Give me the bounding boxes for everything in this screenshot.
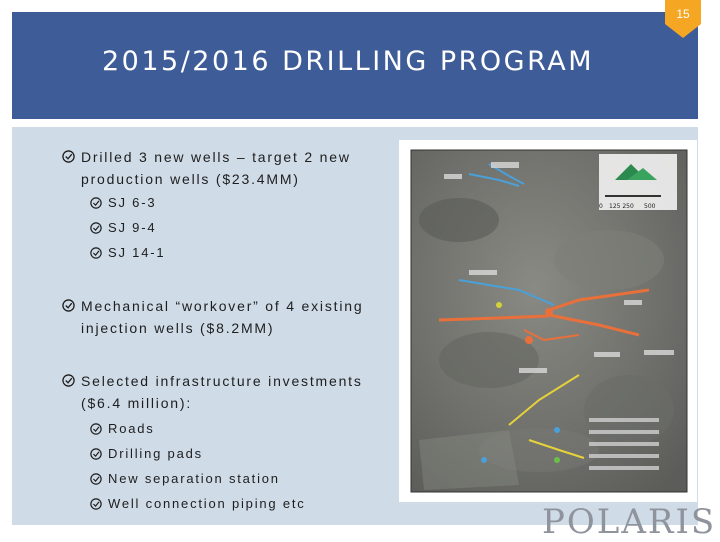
sub-bullet-well-2 — [90, 217, 156, 239]
sub-bullet-well-3 — [90, 242, 165, 264]
sub-bullet-pads — [90, 443, 203, 465]
sub-bullet-text: Well connection piping etc — [108, 496, 306, 511]
svg-text:125 250: 125 250 — [609, 203, 634, 210]
site-map-image — [399, 140, 697, 502]
bullet-workover — [62, 295, 392, 339]
sub-bullet-roads — [90, 418, 155, 440]
sub-bullet-text: SJ 14-1 — [108, 245, 166, 260]
sub-bullet-separation — [90, 468, 280, 490]
circle-check-icon — [90, 473, 102, 485]
circle-check-icon — [90, 247, 102, 259]
bullet-infrastructure — [62, 370, 392, 414]
bullet-drilled-wells — [62, 146, 382, 190]
circle-check-icon — [90, 197, 102, 209]
circle-check-icon — [90, 498, 102, 510]
svg-text:500: 500 — [644, 203, 656, 210]
sub-bullet-text: New separation station — [108, 471, 280, 486]
svg-text:0: 0 — [599, 203, 603, 210]
sub-bullet-text: SJ 6-3 — [108, 195, 157, 210]
circle-check-icon — [62, 374, 75, 387]
circle-check-icon — [90, 448, 102, 460]
polaris-logo: POLARIS — [542, 502, 717, 542]
slide-title: 2015/2016 DRILLING PROGRAM — [102, 46, 595, 77]
circle-check-icon — [90, 423, 102, 435]
sub-bullet-piping — [90, 493, 306, 515]
sub-bullet-text: Drilling pads — [108, 446, 203, 461]
circle-check-icon — [62, 299, 75, 312]
circle-check-icon — [90, 222, 102, 234]
bullet-text: Mechanical “workover” of 4 existing injection wells ($8.2MM) — [81, 298, 364, 336]
aerial-site-map-icon — [399, 140, 697, 502]
bullet-text: Drilled 3 new wells – target 2 new production wells ($23.4MM) — [81, 149, 351, 187]
page-number: 15 — [676, 7, 690, 21]
sub-bullet-text: Roads — [108, 421, 155, 436]
sub-bullet-well-1 — [90, 192, 156, 214]
bullet-text: Selected infrastructure investments ($6.4 million): — [81, 373, 363, 411]
circle-check-icon — [62, 150, 75, 163]
sub-bullet-text: SJ 9-4 — [108, 220, 157, 235]
